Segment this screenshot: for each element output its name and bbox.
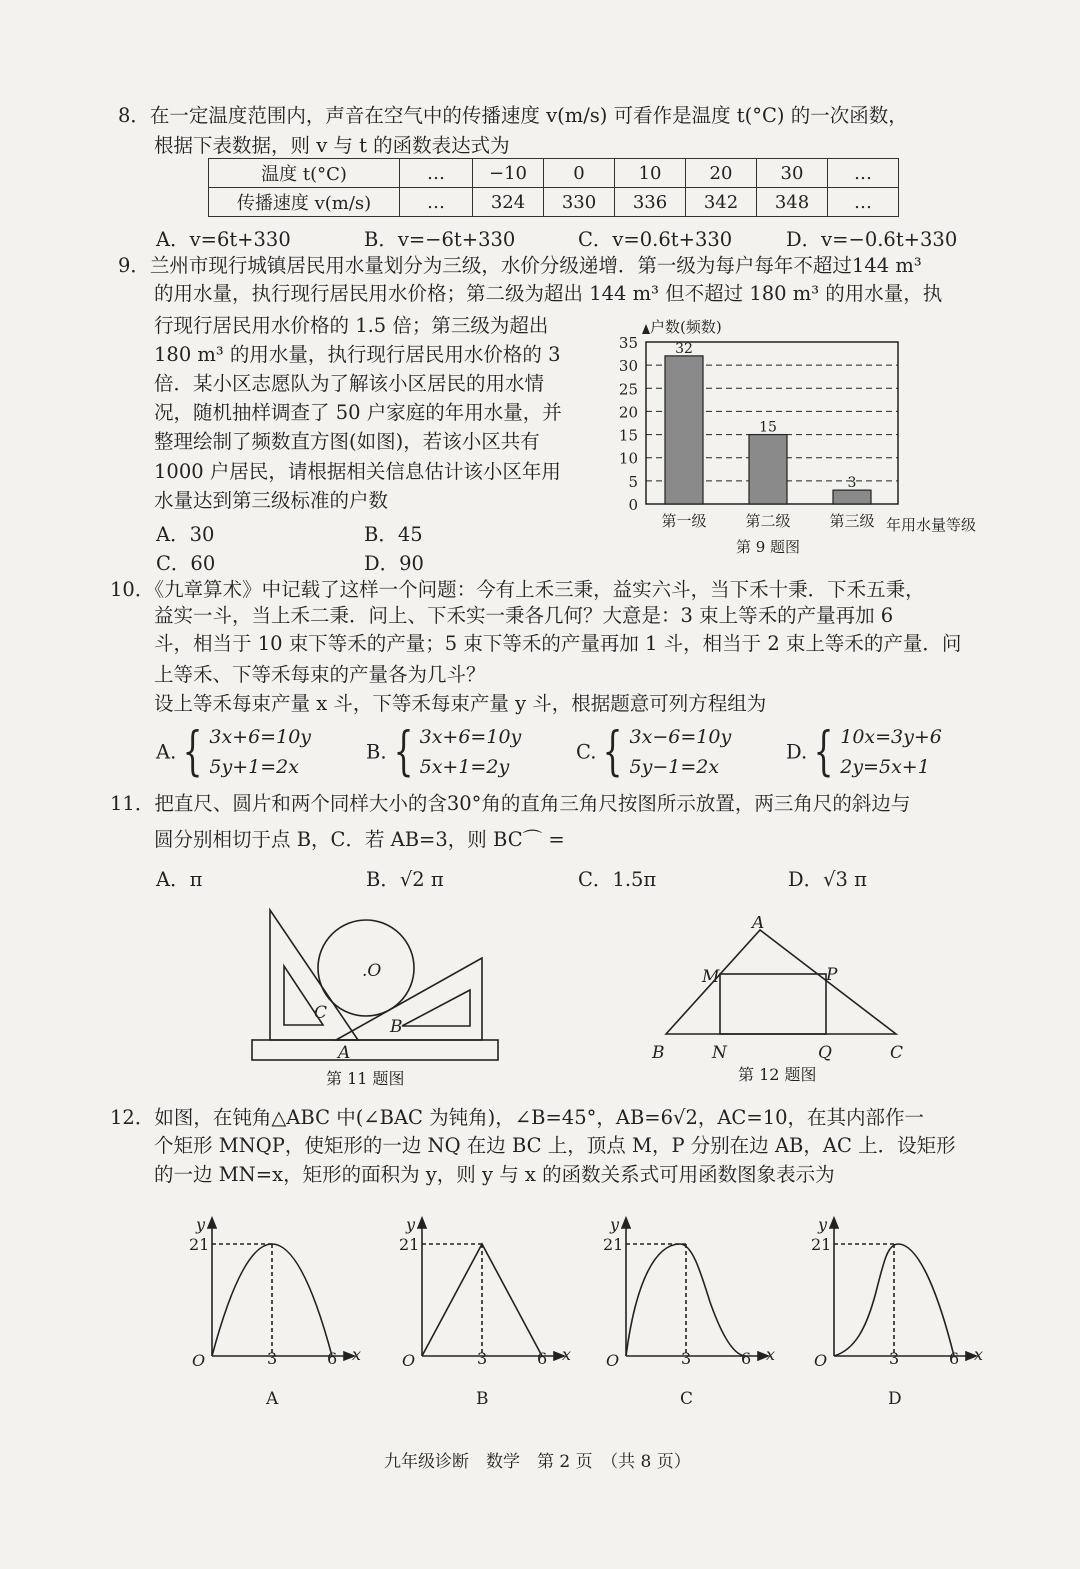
q10-line5: 设上等禾每束产量 x 斗，下等禾每束产量 y 斗，根据题意可列方程组为 bbox=[154, 692, 767, 715]
x-tick-label: 第一级 bbox=[661, 512, 707, 530]
q12-line1: 12．如图，在钝角△ABC 中(∠BAC 为钝角)，∠B=45°，AB=6√2，AC=10，在其内部作一 bbox=[110, 1106, 925, 1129]
page-footer: 九年级诊断 数学 第 2 页 （共 8 页） bbox=[384, 1452, 691, 1472]
q11-line1: 11．把直尺、圆片和两个同样大小的含30°角的直角三角尺按图所示放置，两三角尺的斜边与 bbox=[110, 792, 911, 815]
q11-option-b[interactable]: B．√2 π bbox=[366, 868, 444, 891]
brace-icon: { bbox=[182, 722, 203, 782]
q8-option-b[interactable]: B．v=−6t+330 bbox=[364, 228, 516, 251]
label-o: .O bbox=[362, 961, 382, 981]
table-cell: 10 bbox=[615, 159, 686, 188]
label-p: P bbox=[826, 965, 838, 985]
axis-label-x: x bbox=[766, 1345, 776, 1364]
tick-label: 21 bbox=[603, 1235, 624, 1254]
q11-figure bbox=[240, 900, 510, 1096]
tick-label: 21 bbox=[811, 1235, 832, 1254]
q8-option-d[interactable]: D．v=−0.6t+330 bbox=[786, 228, 958, 251]
table-cell: 20 bbox=[686, 159, 757, 188]
q9-option-d[interactable]: D．90 bbox=[364, 552, 424, 575]
equation: 5x+1=2y bbox=[419, 756, 510, 778]
axis-label-x: x bbox=[974, 1345, 984, 1364]
option-label: C. bbox=[576, 740, 597, 764]
option-label: B. bbox=[366, 740, 387, 764]
ruler bbox=[252, 1040, 498, 1060]
option-label: D. bbox=[786, 740, 808, 764]
y-axis-label: 户数(频数) bbox=[650, 318, 722, 336]
axis-label-y: y bbox=[196, 1215, 206, 1234]
table-cell: … bbox=[828, 159, 899, 188]
q11-line2: 圆分别相切于点 B，C．若 AB=3，则 BC⌒ = bbox=[154, 828, 565, 851]
equation: 3x+6=10y bbox=[209, 726, 312, 748]
axis-label-x: x bbox=[562, 1345, 572, 1364]
tick-label: 3 bbox=[889, 1349, 900, 1368]
tick-label: 3 bbox=[267, 1349, 278, 1368]
table-cell: … bbox=[400, 159, 473, 188]
arrow-icon bbox=[622, 1218, 630, 1228]
q12-graph-b bbox=[396, 1210, 586, 1410]
q9-line5: 倍．某小区志愿队为了解该小区居民的用水情 bbox=[154, 372, 545, 395]
table-cell: 336 bbox=[615, 188, 686, 217]
table-row bbox=[209, 188, 899, 217]
q8-line1: 8．在一定温度范围内，声音在空气中的传播速度 v(m/s) 可看作是温度 t(°C) 的一次函数， bbox=[118, 104, 908, 127]
tick-label: 6 bbox=[327, 1349, 338, 1368]
q10-option-a[interactable] bbox=[156, 722, 311, 782]
label-c: C bbox=[314, 1003, 328, 1023]
tick-label: 3 bbox=[477, 1349, 488, 1368]
equation: 2y=5x+1 bbox=[840, 756, 930, 778]
tick-label: 3 bbox=[681, 1349, 692, 1368]
data-label: 15 bbox=[759, 419, 777, 436]
graph-label[interactable]: A bbox=[266, 1389, 279, 1409]
origin-label: O bbox=[192, 1351, 206, 1370]
graph-label[interactable]: D bbox=[888, 1389, 902, 1409]
q12-line2: 个矩形 MNQP，使矩形的一边 NQ 在边 BC 上，顶点 M，P 分别在边 AB，AC 上．设矩形 bbox=[154, 1134, 956, 1157]
y-tick-label: 15 bbox=[618, 426, 638, 445]
origin-label: O bbox=[814, 1351, 828, 1370]
brace-icon: { bbox=[393, 722, 414, 782]
label-a: A bbox=[338, 1043, 351, 1063]
tick-label: 21 bbox=[399, 1235, 420, 1254]
table-cell: … bbox=[400, 188, 473, 217]
brace-icon: { bbox=[813, 722, 834, 782]
q10-line3: 斗，相当于 10 束下等禾的产量；5 束下等禾的产量再加 1 斗，相当于 2 束上等禾的产量．问 bbox=[154, 632, 962, 655]
q9-line7: 整理绘制了频数直方图(如图)，若该小区共有 bbox=[154, 430, 540, 453]
origin-label: O bbox=[402, 1351, 416, 1370]
q8-table bbox=[208, 158, 899, 217]
graph-label[interactable]: B bbox=[476, 1389, 489, 1409]
equation: 5y−1=2x bbox=[629, 756, 720, 778]
x-axis-label: 年用水量等级 bbox=[886, 516, 977, 534]
data-label: 32 bbox=[675, 340, 693, 357]
q8-option-a[interactable]: A．v=6t+330 bbox=[156, 228, 291, 251]
right-triangle-inner bbox=[402, 990, 470, 1026]
q12-line3: 的一边 MN=x，矩形的面积为 y，则 y 与 x 的函数关系式可用函数图象表示为 bbox=[154, 1163, 835, 1186]
table-cell: 348 bbox=[757, 188, 828, 217]
label-a: A bbox=[752, 916, 765, 933]
y-tick-label: 20 bbox=[618, 403, 638, 422]
label-q: Q bbox=[818, 1043, 832, 1063]
table-cell: −10 bbox=[473, 159, 544, 188]
q9-line1: 9．兰州市现行城镇居民用水量划分为三级，水价分级递增．第一级为每户每年不超过144 m³ bbox=[118, 254, 922, 277]
q9-line2: 的用水量，执行现行居民用水价格；第二级为超出 144 m³ 但不超过 180 m³ 的用水量，执 bbox=[154, 282, 943, 305]
tick-label: 21 bbox=[189, 1235, 210, 1254]
y-tick-label: 25 bbox=[618, 380, 638, 399]
table-cell: 温度 t(°C) bbox=[209, 159, 400, 188]
equation: 3x−6=10y bbox=[629, 726, 732, 748]
label-b: B bbox=[390, 1017, 403, 1037]
q10-line4: 上等禾、下等禾每束的产量各为几斗？ bbox=[154, 663, 486, 686]
bar-2 bbox=[749, 435, 787, 504]
q10-line1: 10．《九章算术》中记载了这样一个问题：今有上禾三秉，益实六斗，当下禾十秉．下禾五秉， bbox=[110, 578, 925, 601]
right-triangle-ruler bbox=[336, 958, 482, 1040]
tick-label: 6 bbox=[741, 1349, 752, 1368]
equation: 5y+1=2x bbox=[209, 756, 299, 778]
table-cell: 330 bbox=[544, 188, 615, 217]
rectangle-mnqp bbox=[720, 974, 826, 1034]
q12-caption: 第 12 题图 bbox=[738, 1065, 817, 1084]
arrow-icon bbox=[642, 324, 650, 334]
triangle-abc bbox=[666, 930, 896, 1034]
q8-line2: 根据下表数据，则 v 与 t 的函数表达式为 bbox=[154, 134, 510, 157]
q11-option-a[interactable]: A．π bbox=[156, 868, 203, 891]
axis-label-x: x bbox=[352, 1345, 362, 1364]
table-cell: 30 bbox=[757, 159, 828, 188]
q9-line6: 况，随机抽样调查了 50 户家庭的年用水量，并 bbox=[154, 401, 562, 424]
bar-1 bbox=[665, 356, 703, 504]
label-m: M bbox=[702, 967, 720, 987]
q9-option-b[interactable]: B．45 bbox=[364, 523, 423, 546]
tick-label: 6 bbox=[537, 1349, 548, 1368]
table-row bbox=[209, 159, 899, 188]
q10-option-c[interactable] bbox=[576, 722, 731, 782]
table-cell: 324 bbox=[473, 188, 544, 217]
q9-caption: 第 9 题图 bbox=[735, 538, 801, 556]
equation: 3x+6=10y bbox=[419, 726, 522, 748]
q10-option-b[interactable] bbox=[366, 722, 521, 782]
q11-caption: 第 11 题图 bbox=[326, 1069, 405, 1088]
arrow-icon bbox=[830, 1218, 838, 1228]
q9-line3: 行现行居民用水价格的 1.5 倍；第三级为超出 bbox=[154, 314, 549, 337]
bar-3 bbox=[833, 490, 871, 504]
table-cell: 0 bbox=[544, 159, 615, 188]
y-tick-label: 35 bbox=[618, 334, 638, 352]
option-label: A. bbox=[156, 740, 177, 764]
q10-line2: 益实一斗，当上禾二秉．问上、下禾实一秉各几何？大意是：3 束上等禾的产量再加 6 bbox=[154, 604, 894, 627]
y-tick-label: 30 bbox=[618, 357, 638, 376]
arrow-icon bbox=[208, 1218, 216, 1228]
axis-label-y: y bbox=[406, 1215, 416, 1234]
q9-histogram bbox=[600, 314, 1020, 562]
q12-graph-d bbox=[808, 1210, 998, 1410]
q8-option-c[interactable]: C．v=0.6t+330 bbox=[578, 228, 733, 251]
graph-label[interactable]: C bbox=[680, 1389, 694, 1409]
y-tick-label: 0 bbox=[628, 496, 638, 514]
q12-graph-c bbox=[600, 1210, 790, 1410]
q10-option-d[interactable] bbox=[786, 722, 942, 782]
q9-line4: 180 m³ 的用水量，执行现行居民用水价格的 3 bbox=[154, 343, 561, 366]
data-label: 3 bbox=[847, 475, 857, 492]
y-tick-label: 10 bbox=[618, 449, 638, 468]
q9-option-c[interactable]: C．60 bbox=[156, 552, 216, 575]
q9-line9: 水量达到第三级标准的户数 bbox=[154, 489, 389, 512]
tick-label: 6 bbox=[949, 1349, 960, 1368]
q12-figure bbox=[640, 916, 920, 1088]
label-n: N bbox=[712, 1043, 727, 1063]
arrow-icon bbox=[418, 1218, 426, 1228]
q11-option-d[interactable]: D．√3 π bbox=[788, 868, 867, 891]
table-cell: 342 bbox=[686, 188, 757, 217]
axis-label-y: y bbox=[818, 1215, 828, 1234]
x-tick-label: 第二级 bbox=[745, 512, 791, 530]
q11-option-c[interactable]: C．1.5π bbox=[578, 868, 657, 891]
brace-icon: { bbox=[603, 722, 623, 782]
equation: 10x=3y+6 bbox=[840, 726, 942, 748]
q9-line8: 1000 户居民，请根据相关信息估计该小区年用 bbox=[154, 460, 561, 483]
x-tick-label: 第三级 bbox=[829, 512, 875, 530]
y-tick-label: 5 bbox=[628, 472, 638, 491]
table-cell: … bbox=[828, 188, 899, 217]
q12-graph-a bbox=[186, 1210, 376, 1410]
label-c: C bbox=[890, 1043, 904, 1063]
origin-label: O bbox=[606, 1351, 620, 1370]
table-cell: 传播速度 v(m/s) bbox=[209, 188, 400, 217]
label-b: B bbox=[652, 1043, 665, 1063]
q9-option-a[interactable]: A．30 bbox=[156, 523, 215, 546]
axis-label-y: y bbox=[610, 1215, 620, 1234]
